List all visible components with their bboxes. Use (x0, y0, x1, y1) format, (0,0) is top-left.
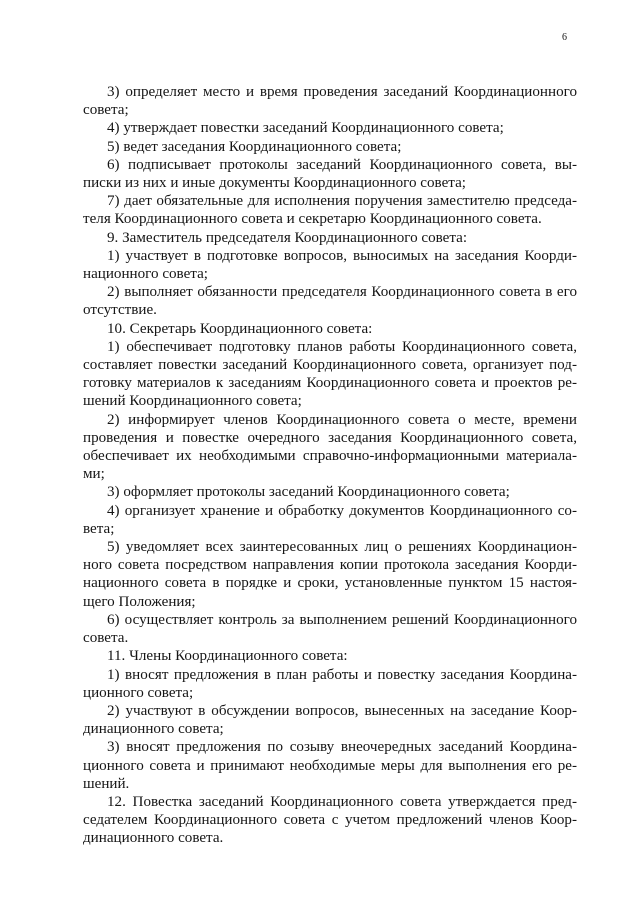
paragraph: 2) участвуют в обсуждении вопросов, вынесенных на заседание Коор-динационного совета; (83, 702, 577, 738)
paragraph: 2) информирует членов Координационного совета о месте, времени проведения и повестке очередного заседания Координационного совета, обеспечивает их необходимыми справочно-информационными материала-ми; (83, 411, 577, 483)
paragraph: 3) оформляет протоколы заседаний Координационного совета; (107, 484, 510, 501)
page-number: 6 (562, 32, 567, 43)
document-body (83, 83, 577, 848)
section-heading: 9. Заместитель председателя Координационного совета: (107, 229, 468, 246)
paragraph: 2) выполняет обязанности председателя Координационного совета в его отсутствие. (83, 284, 577, 319)
paragraph: 1) вносят предложения в план работы и повестку заседания Координа-ционного совета; (83, 666, 577, 701)
paragraph: 5) уведомляет всех заинтересованных лиц о решениях Координацион-ного совета посредством направления копии протокола заседания Коорди-национного совета в порядке и сроки, установленные пунктом 15 настоя-щего Положения; (83, 539, 577, 610)
section-heading: 11. Члены Координационного совета: (107, 648, 348, 665)
paragraph: 12. Повестка заседаний Координационного совета утверждается пред-седателем Координационного совета с учетом предложений членов Коор-динационного совета. (83, 793, 577, 847)
paragraph: 3) определяет место и время проведения заседаний Координационного совета; (83, 84, 577, 119)
paragraph: 6) осуществляет контроль за выполнением решений Координационного совета. (83, 611, 577, 647)
section-heading: 10. Секретарь Координационного совета: (107, 320, 373, 337)
paragraph: 3) вносят предложения по созыву внеочередных заседаний Координа-ционного совета и принимают необходимые меры для выполнения его ре-шений. (83, 739, 577, 792)
paragraph: 7) дает обязательные для исполнения поручения заместителю председа-теля Координационного совета и секретарю Координационного совета. (83, 193, 577, 228)
paragraph: 5) ведет заседания Координационного совета; (107, 138, 402, 155)
paragraph: 6) подписывает протоколы заседаний Координационного совета, вы-писки из них и иные документы Координационного совета; (83, 156, 577, 192)
paragraph: 1) обеспечивает подготовку планов работы Координационного совета, составляет повестки заседаний Координационного совета, организует под-готовку материалов к заседаниям Координационного совета и проектов ре-шений Координационного совета; (83, 338, 577, 410)
paragraph: 4) утверждает повестки заседаний Координационного совета; (107, 120, 504, 137)
paragraph: 4) организует хранение и обработку документов Координационного со-вета; (83, 502, 577, 537)
paragraph: 1) участвует в подготовке вопросов, выносимых на заседания Коорди-национного совета; (83, 247, 577, 283)
